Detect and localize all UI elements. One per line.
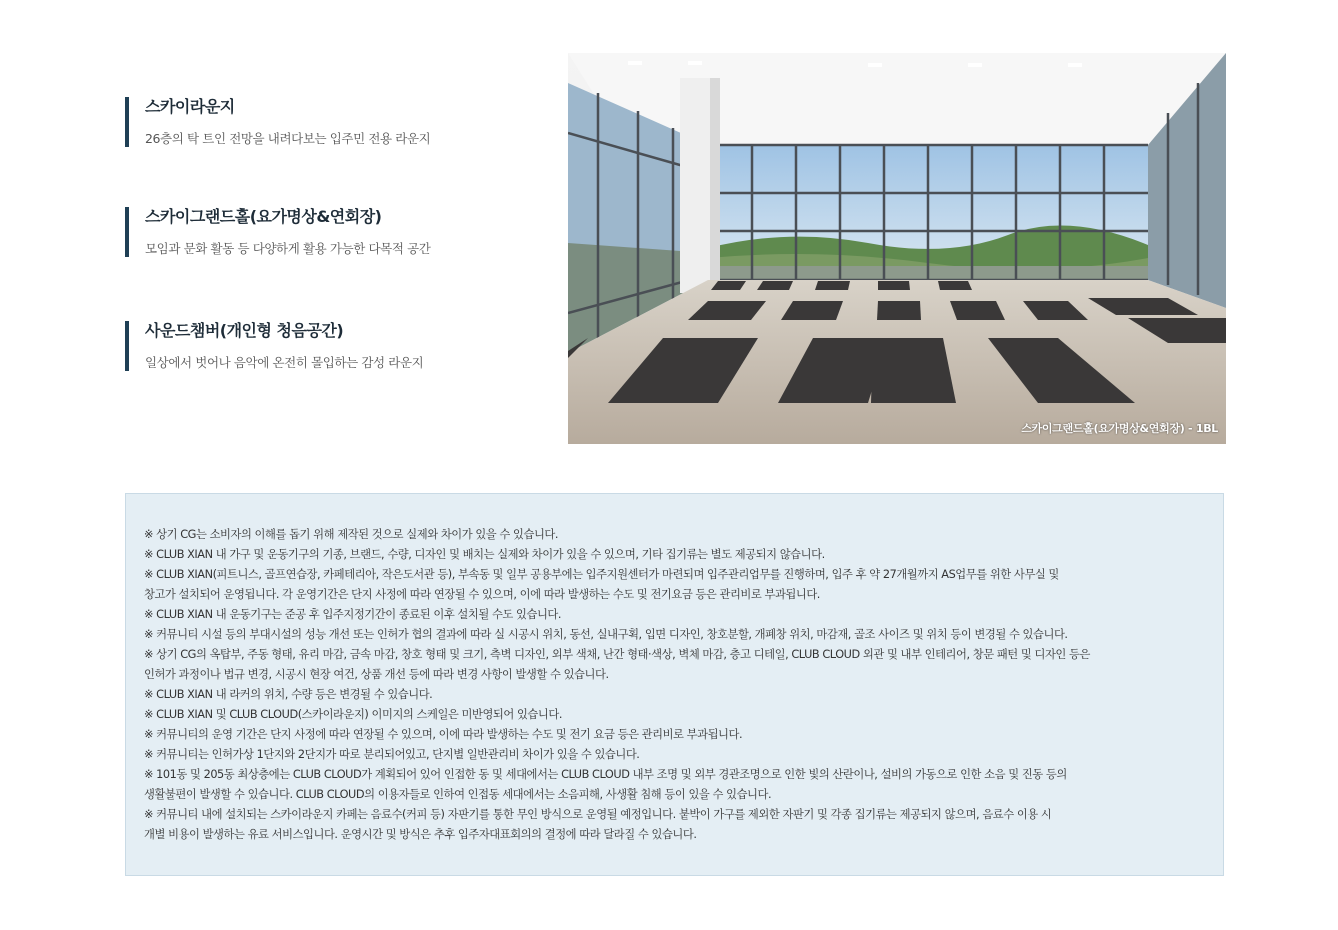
feature-description: 26층의 탁 트인 전망을 내려다보는 입주민 전용 라운지 (145, 131, 431, 146)
notice-line: 인허가 과정이나 법규 변경, 시공시 현장 여건, 상품 개선 등에 따라 변경 사항이 발생할 수 있습니다. (144, 668, 609, 681)
notice-line: ※ CLUB XIAN(피트니스, 골프연습장, 카페테리아, 작은도서관 등), 부속동 및 일부 공용부에는 입주지원센터가 마련되며 입주관리업무를 진행하며, 입주 후 약 27개월까지 AS업무를 위한 사무실 및 (144, 568, 1059, 581)
feature-title: 사운드챔버(개인형 청음공간) (145, 321, 344, 340)
feature-sound-chamber (125, 321, 565, 371)
notice-line: ※ CLUB XIAN 내 가구 및 운동기구의 기종, 브랜드, 수량, 디자인 및 배치는 실제와 차이가 있을 수 있으며, 기타 집기류는 별도 제공되지 않습니다. (144, 548, 825, 561)
photo-caption: 스카이그랜드홀(요가명상&연회장) - 1BL (1021, 422, 1218, 435)
grand-hall-photo (568, 53, 1226, 444)
notice-line: 생활불편이 발생할 수 있습니다. CLUB CLOUD의 이용자들로 인하여 인접동 세대에서는 소음피해, 사생활 침해 등이 있을 수 있습니다. (144, 788, 772, 801)
notice-box (125, 493, 1224, 876)
notice-line: ※ 101동 및 205동 최상층에는 CLUB CLOUD가 계획되어 있어 인접한 동 및 세대에서는 CLUB CLOUD 내부 조명 및 외부 경관조명으로 인한 빛의 산란이나, 설비의 가동으로 인한 소음 및 진동 등의 (144, 768, 1067, 781)
notice-line: ※ CLUB XIAN 내 운동기구는 준공 후 입주지정기간이 종료된 이후 설치될 수도 있습니다. (144, 608, 562, 621)
feature-sky-lounge (125, 97, 565, 147)
notice-line: ※ CLUB XIAN 및 CLUB CLOUD(스카이라운지) 이미지의 스케일은 미반영되어 있습니다. (144, 708, 562, 721)
notice-line: ※ CLUB XIAN 내 라커의 위치, 수량 등은 변경될 수 있습니다. (144, 688, 433, 701)
notice-line: 개별 비용이 발생하는 유료 서비스입니다. 운영시간 및 방식은 추후 입주자대표회의의 결정에 따라 달라질 수 있습니다. (144, 828, 697, 841)
feature-title: 스카이라운지 (145, 97, 235, 116)
feature-description: 모임과 문화 활동 등 다양하게 활용 가능한 다목적 공간 (145, 241, 431, 256)
notice-line: ※ 커뮤니티 내에 설치되는 스카이라운지 카페는 음료수(커피 등) 자판기를 통한 무인 방식으로 운영될 예정입니다. 붙박이 가구를 제외한 자판기 및 각종 집기류는 제공되지 않으며, 음료수 이용 시 (144, 808, 1052, 821)
feature-sky-grand-hall (125, 207, 565, 257)
yoga-hall-illustration (568, 53, 1226, 444)
feature-title: 스카이그랜드홀(요가명상&연회장) (145, 207, 382, 226)
notice-line: ※ 상기 CG는 소비자의 이해를 돕기 위해 제작된 것으로 실제와 차이가 있을 수 있습니다. (144, 528, 559, 541)
notice-line: ※ 커뮤니티의 운영 기간은 단지 사정에 따라 연장될 수 있으며, 이에 따라 발생하는 수도 및 전기 요금 등은 관리비로 부과됩니다. (144, 728, 743, 741)
notice-line: ※ 커뮤니티는 인허가상 1단지와 2단지가 따로 분리되어있고, 단지별 일반관리비 차이가 있을 수 있습니다. (144, 748, 640, 761)
notice-line: 창고가 설치되어 운영됩니다. 각 운영기간은 단지 사정에 따라 연장될 수 있으며, 이에 따라 발생하는 수도 및 전기요금 등은 관리비로 부과됩니다. (144, 588, 820, 601)
feature-description: 일상에서 벗어나 음악에 온전히 몰입하는 감성 라운지 (145, 355, 424, 370)
notice-line: ※ 커뮤니티 시설 등의 부대시설의 성능 개선 또는 인허가 협의 결과에 따라 실 시공시 위치, 동선, 실내구획, 입면 디자인, 창호분할, 개폐창 위치, 마감재, 골조 사이즈 및 위치 등이 변경될 수 있습니다. (144, 628, 1068, 641)
notice-line: ※ 상기 CG의 옥탑부, 주동 형태, 유리 마감, 금속 마감, 창호 형태 및 크기, 측벽 디자인, 외부 색채, 난간 형태·색상, 벽체 마감, 층고 디테일, CLUB CLOUD 외관 및 내부 인테리어, 창문 패턴 및 디자인 등은 (144, 648, 1090, 661)
notice-list (144, 525, 1205, 845)
